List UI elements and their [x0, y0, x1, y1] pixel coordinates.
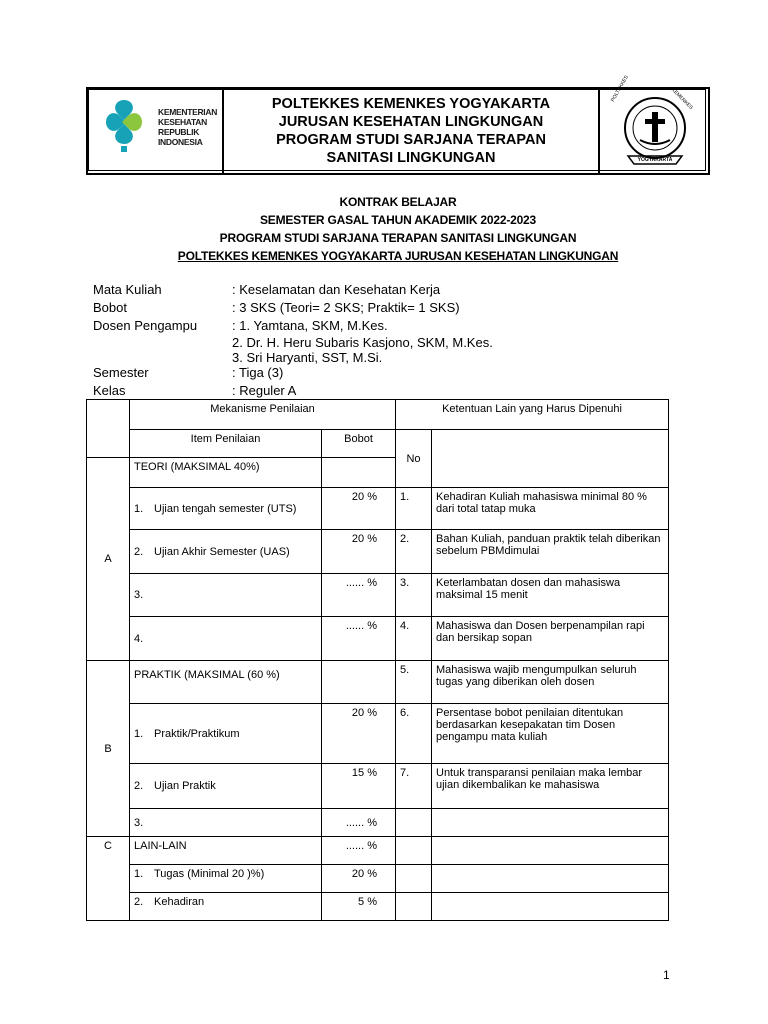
- item-number: 4.: [134, 632, 144, 645]
- table-row: [87, 574, 669, 617]
- info-label: Dosen Pengampu: [93, 318, 198, 333]
- table-row: [87, 530, 669, 574]
- bobot-cell: ...... %: [322, 617, 396, 661]
- item-cell: [130, 617, 322, 661]
- title-line: PROGRAM STUDI SARJANA TERAPAN SANITASI LINGKUNGAN: [219, 231, 577, 245]
- table-row: [87, 617, 669, 661]
- ketentuan-header: Ketentuan Lain yang Harus Dipenuhi: [396, 400, 669, 430]
- table-row: [87, 837, 669, 865]
- item-number: 3.: [134, 589, 144, 601]
- assessment-table: [86, 399, 669, 921]
- item-header: Item Penilaian: [130, 430, 322, 458]
- table-row: [87, 661, 669, 704]
- bobot-header: Bobot: [322, 430, 396, 458]
- bobot-cell: 15 %: [322, 764, 396, 809]
- info-label: Bobot: [93, 300, 127, 315]
- item-number: 1.: [134, 727, 144, 740]
- info-label: Semester: [93, 365, 149, 380]
- table-row: [87, 764, 669, 809]
- table-row: [87, 809, 669, 837]
- item-label: Ujian Praktik: [154, 780, 216, 792]
- item-number: 2.: [134, 780, 144, 792]
- item-cell: [130, 704, 322, 764]
- table-cell: [396, 837, 432, 865]
- section-title: LAIN-LAIN: [130, 837, 322, 865]
- ketentuan-text: Mahasiswa wajib mengumpulkan seluruh tugas yang diberikan oleh dosen: [432, 661, 669, 704]
- table-row: [87, 893, 669, 921]
- table-row: [87, 400, 669, 430]
- table-row: [87, 865, 669, 893]
- table-cell: [322, 661, 396, 704]
- item-number: 3.: [134, 816, 144, 829]
- bobot-cell: 20 %: [322, 865, 396, 893]
- institution-title: [222, 89, 600, 173]
- page-number: 1: [663, 968, 670, 982]
- item-cell: [130, 764, 322, 809]
- item-cell: [130, 809, 322, 837]
- info-value: : Keselamatan dan Kesehatan Kerja: [232, 282, 441, 297]
- info-value: : 1. Yamtana, SKM, M.Kes.: [232, 318, 388, 333]
- ketentuan-no: 7.: [396, 764, 432, 809]
- item-label: Ujian tengah semester (UTS): [154, 502, 297, 515]
- group-label: B: [87, 661, 130, 837]
- info-label: Kelas: [93, 383, 126, 398]
- table-cell: [432, 837, 669, 865]
- bobot-cell: ...... %: [322, 809, 396, 837]
- table-cell: [322, 458, 396, 488]
- kemenkes-logo: [100, 92, 218, 168]
- ketentuan-text: Mahasiswa dan Dosen berpenampilan rapi dan bersikap sopan: [432, 617, 669, 661]
- info-value: 2. Dr. H. Heru Subaris Kasjono, SKM, M.Kes.: [232, 335, 493, 350]
- item-cell: [130, 488, 322, 530]
- logo-text-line: INDONESIA: [158, 137, 203, 147]
- bobot-cell: 5 %: [322, 893, 396, 921]
- logo-text-line: KEMENTERIAN: [158, 107, 218, 117]
- bobot-cell: ...... %: [322, 837, 396, 865]
- info-value: 3. Sri Haryanti, SST, M.Si.: [232, 350, 383, 365]
- info-value: : 3 SKS (Teori= 2 SKS; Praktik= 1 SKS): [232, 300, 460, 315]
- seal-text-left: POLTEKKES: [610, 74, 630, 103]
- item-label: Kehadiran: [154, 896, 205, 908]
- item-cell: [130, 574, 322, 617]
- section-title: PRAKTIK (MAKSIMAL (60 %): [130, 661, 322, 704]
- institution-line: SANITASI LINGKUNGAN: [326, 150, 496, 166]
- item-number: 1.: [134, 868, 144, 880]
- bobot-cell: 20 %: [322, 530, 396, 574]
- title-line: POLTEKKES KEMENKES YOGYAKARTA JURUSAN KESEHATAN LINGKUNGAN: [177, 249, 619, 263]
- item-number: 2.: [134, 896, 144, 908]
- table-cell: [396, 893, 432, 921]
- bobot-cell: 20 %: [322, 704, 396, 764]
- ketentuan-no: 4.: [396, 617, 432, 661]
- table-cell: [432, 865, 669, 893]
- institution-line: JURUSAN KESEHATAN LINGKUNGAN: [278, 114, 544, 130]
- item-cell: [130, 893, 322, 921]
- ketentuan-no: 1.: [396, 488, 432, 530]
- bobot-cell: ...... %: [322, 574, 396, 617]
- table-cell: [396, 809, 432, 837]
- logo-text-line: KESEHATAN: [158, 117, 207, 127]
- info-label: Mata Kuliah: [93, 282, 162, 297]
- ketentuan-no: 2.: [396, 530, 432, 574]
- item-number: 2.: [134, 545, 144, 558]
- ketentuan-text: Untuk transparansi penilaian maka lembar ujian dikembalikan ke mahasiswa: [432, 764, 669, 809]
- item-number: 1.: [134, 502, 144, 515]
- title-line: SEMESTER GASAL TAHUN AKADEMIK 2022-2023: [259, 213, 537, 227]
- ketentuan-no: 6.: [396, 704, 432, 764]
- title-line: KONTRAK BELAJAR: [339, 195, 457, 209]
- table-row: [87, 488, 669, 530]
- ketentuan-text: Kehadiran Kuliah mahasiswa minimal 80 % dari total tatap muka: [432, 488, 669, 530]
- seal-text-bottom: YOGYAKARTA: [637, 157, 673, 163]
- document-title: [86, 193, 710, 265]
- table-cell: [432, 809, 669, 837]
- seal-text-right: KEMENKES: [669, 87, 694, 111]
- institution-line: POLTEKKES KEMENKES YOGYAKARTA: [271, 96, 551, 112]
- table-row: [87, 430, 669, 458]
- table-cell: [87, 400, 130, 458]
- ketentuan-no: 3.: [396, 574, 432, 617]
- table-cell: [432, 893, 669, 921]
- item-label: Tugas (Minimal 20 )%): [154, 868, 265, 880]
- ketentuan-text: Persentase bobot penilaian ditentukan berdasarkan kesepakatan tim Dosen pengampu mata kuliah: [432, 704, 669, 764]
- mekanisme-header: Mekanisme Penilaian: [130, 400, 396, 430]
- table-cell: [432, 430, 669, 488]
- group-label: A: [87, 458, 130, 661]
- logo-text-line: REPUBLIK: [158, 127, 200, 137]
- poltekkes-seal: [610, 74, 700, 168]
- item-label: Ujian Akhir Semester (UAS): [154, 545, 290, 558]
- group-label: C: [87, 837, 130, 921]
- institution-line: PROGRAM STUDI SARJANA TERAPAN: [276, 132, 546, 148]
- section-title: TEORI (MAKSIMAL 40%): [130, 458, 322, 488]
- table-cell: [396, 865, 432, 893]
- ketentuan-text: Keterlambatan dosen dan mahasiswa maksimal 15 menit: [432, 574, 669, 617]
- ketentuan-text: Bahan Kuliah, panduan praktik telah diberikan sebelum PBMdimulai: [432, 530, 669, 574]
- info-value: : Reguler A: [232, 383, 297, 398]
- ketentuan-no: 5.: [396, 661, 432, 704]
- no-header: No: [396, 430, 432, 488]
- bobot-cell: 20 %: [322, 488, 396, 530]
- item-cell: [130, 865, 322, 893]
- item-label: Praktik/Praktikum: [154, 727, 240, 740]
- item-cell: [130, 530, 322, 574]
- table-row: [87, 704, 669, 764]
- info-value: : Tiga (3): [232, 365, 284, 380]
